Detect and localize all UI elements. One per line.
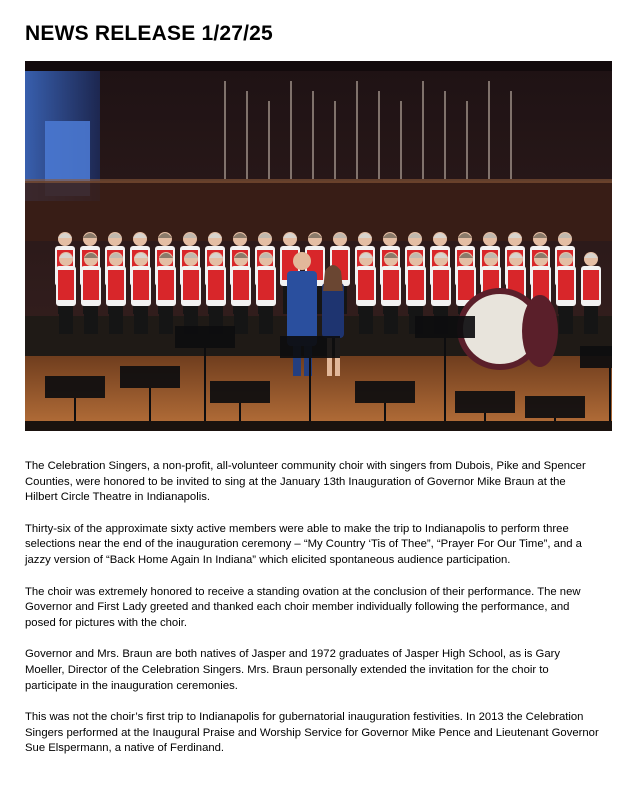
paragraph: Governor and Mrs. Braun are both natives of Jasper and 1972 graduates of Jasper High School, as is Gary Moeller, Director of the Celebration Singers. Mrs. Braun personally extended the invitation for the choir to participate in the inauguration ceremonies. bbox=[25, 648, 561, 692]
paragraph: Thirty-six of the approximate sixty active members were able to make the trip to Indianapolis to perform three selections near the end of the inauguration ceremony – “My Country ‘Tis of Thee”, “Prayer For Our Time”, and a jazzy version of “Back Home Again In Indiana” which elicited spontaneous audience participation. bbox=[25, 522, 582, 566]
paragraph: The Celebration Singers, a non-profit, all-volunteer community choir with singers from Dubois, Pike and Spencer Counties, were honored to be invited to sing at the January 13th Inauguration of Governor Mike Braun at the Hilbert Circle Theatre in Indianapolis. bbox=[25, 460, 586, 504]
choir-photo-illustration bbox=[25, 61, 612, 431]
article-body bbox=[25, 459, 600, 773]
paragraph: This was not the choir’s first trip to Indianapolis for gubernatorial inauguration festivities. In 2013 the Celebration Singers performed at the Inaugural Praise and Worship Service for Governor Mike Pence and Lieutenant Governor Sue Elspermann, a native of Ferdinand. bbox=[25, 711, 599, 755]
paragraph: The choir was extremely honored to receive a standing ovation at the conclusion of their performance. The new Governor and First Lady greeted and thanked each choir member individually following the performance, and posed for pictures with the choir. bbox=[25, 585, 581, 629]
choir-photo bbox=[25, 61, 612, 431]
headline: NEWS RELEASE 1/27/25 bbox=[25, 22, 273, 45]
